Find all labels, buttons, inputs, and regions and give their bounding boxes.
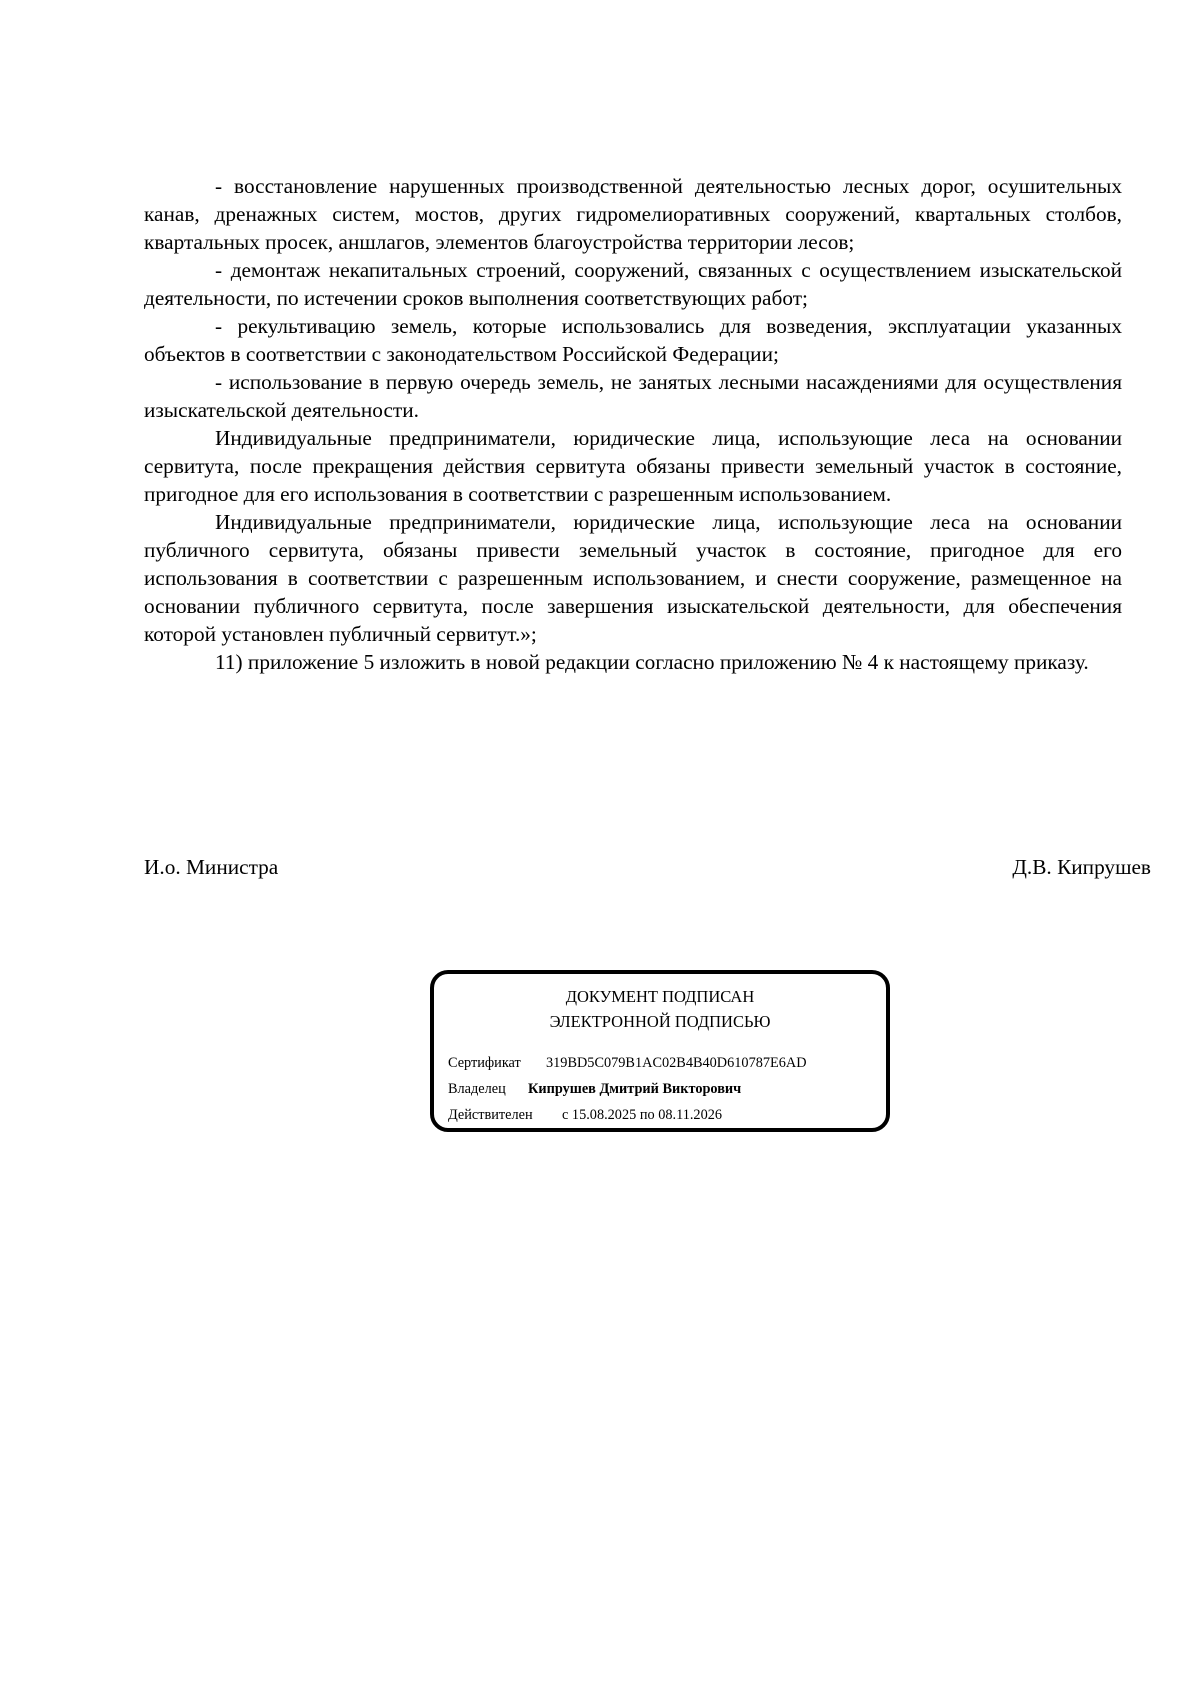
signatory-position: И.о. Министра xyxy=(144,855,279,879)
paragraph-land-use: - использование в первую очередь земель, не занятых лесными насаждениями для осуществления изыскательской деятельности. xyxy=(144,370,1122,422)
document-body xyxy=(144,172,1122,676)
certificate-label: Сертификат xyxy=(448,1055,521,1071)
paragraph-appendix: 11) приложение 5 изложить в новой редакции согласно приложению № 4 к настоящему приказу. xyxy=(215,650,1089,674)
stamp-certificate-row xyxy=(448,1053,807,1073)
paragraph-servitude: Индивидуальные предприниматели, юридические лица, использующие леса на основании сервитута, после прекращения действия сервитута обязаны привести земельный участок в состояние, пригодное для его использования в соответствии с разрешенным использованием. xyxy=(144,426,1122,506)
paragraph-restoration: - восстановление нарушенных производственной деятельностью лесных дорог, осушительных канав, дренажных систем, мостов, других гидромелиоративных сооружений, квартальных столбов, квартальных просек, аншлагов, элементов благоустройства территории лесов; xyxy=(144,174,1122,254)
stamp-title-line-2: ЭЛЕКТРОННОЙ ПОДПИСЬЮ xyxy=(549,1012,771,1031)
signatory-name: Д.В. Кипрушев xyxy=(1012,855,1151,879)
validity-value: с 15.08.2025 по 08.11.2026 xyxy=(562,1107,723,1123)
electronic-signature-stamp xyxy=(430,970,890,1132)
paragraph-recultivation: - рекультивацию земель, которые использовались для возведения, эксплуатации указанных объектов в соответствии с законодательством Российской Федерации; xyxy=(144,314,1122,366)
stamp-title xyxy=(434,984,886,1034)
stamp-owner-row xyxy=(448,1079,741,1099)
paragraph-public-servitude: Индивидуальные предприниматели, юридические лица, использующие леса на основании публичного сервитута, обязаны привести земельный участок в состояние, пригодное для его использования в соответствии с разрешенным использованием, и снести сооружение, размещенное на основании публичного сервитута, после завершения изыскательской деятельности, для обеспечения которой установлен публичный сервитут.»; xyxy=(144,510,1122,646)
paragraph-dismantling: - демонтаж некапитальных строений, сооружений, связанных с осуществлением изыскательской деятельности, по истечении сроков выполнения соответствующих работ; xyxy=(144,258,1122,310)
stamp-validity-row xyxy=(448,1105,722,1125)
validity-label: Действителен xyxy=(448,1107,533,1123)
stamp-title-line-1: ДОКУМЕНТ ПОДПИСАН xyxy=(565,987,755,1006)
owner-value: Кипрушев Дмитрий Викторович xyxy=(528,1081,742,1097)
owner-label: Владелец xyxy=(448,1081,506,1097)
certificate-value: 319BD5C079B1AC02B4B40D610787E6AD xyxy=(546,1055,807,1071)
